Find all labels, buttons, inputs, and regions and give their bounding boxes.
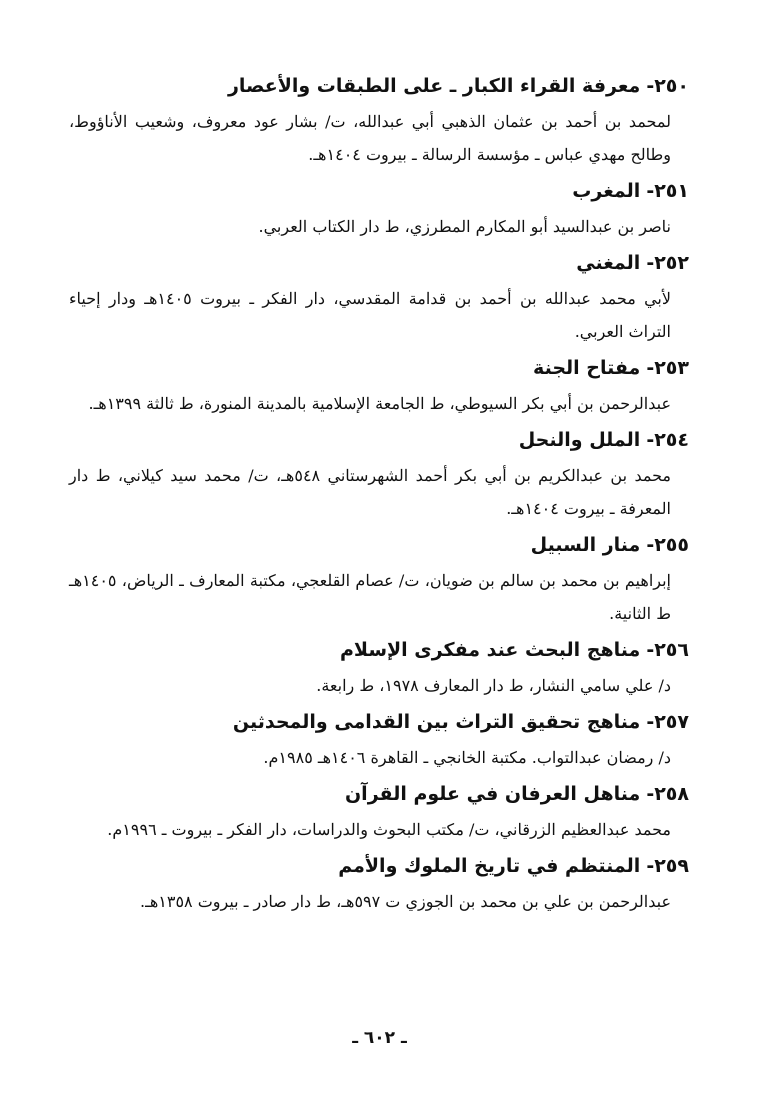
entry-number: ٢٥٢- <box>646 252 689 274</box>
entry-title <box>69 704 689 740</box>
entry-title <box>69 527 689 563</box>
entry-body: د/ علي سامي النشار، ط دار المعارف ١٩٧٨، ط رابعة. <box>316 676 671 695</box>
bibliography-entry <box>69 704 689 776</box>
bibliography-page <box>69 68 689 920</box>
entry-title-text: المغني <box>576 252 641 274</box>
entry-number: ٢٥٥- <box>646 534 689 556</box>
entry-title <box>69 422 689 458</box>
entry-body: إبراهيم بن محمد بن سالم بن ضويان، ت/ عصام القلعجي، مكتبة المعارف ـ الرياض، ١٤٠٥هـ ط الثانية. <box>69 571 671 623</box>
entry-title-text: معرفة القراء الكبار ـ على الطبقات والأعصار <box>227 75 641 97</box>
bibliography-entry <box>69 350 689 422</box>
entry-title-text: مناهج تحقيق التراث بين القدامى والمحدثين <box>232 711 641 733</box>
entry-title-text: الملل والنحل <box>518 429 641 451</box>
bibliography-entry <box>69 632 689 704</box>
entry-title-text: مفتاح الجنة <box>533 357 641 379</box>
entry-number: ٢٥٠- <box>646 75 689 97</box>
entry-title <box>69 776 689 812</box>
page-number: ـ ٦٠٢ ـ <box>352 1028 407 1048</box>
bibliography-entry <box>69 776 689 848</box>
bibliography-entry <box>69 422 689 527</box>
bibliography-entry <box>69 173 689 245</box>
entry-body: محمد عبدالعظيم الزرقاني، ت/ مكتب البحوث والدراسات، دار الفكر ـ بيروت ـ ١٩٩٦م. <box>107 820 671 839</box>
entry-title-text: المغرب <box>572 180 641 202</box>
entry-number: ٢٥٦- <box>646 639 689 661</box>
entry-number: ٢٥١- <box>646 180 689 202</box>
entry-title <box>69 848 689 884</box>
entry-number: ٢٥٧- <box>646 711 689 733</box>
entry-body: لأبي محمد عبدالله بن أحمد بن قدامة المقدسي، دار الفكر ـ بيروت ١٤٠٥هـ ودار إحياء التراث العربي. <box>69 289 672 341</box>
entry-number: ٢٥٤- <box>646 429 689 451</box>
bibliography-entry <box>69 245 689 350</box>
entry-body: محمد بن عبدالكريم بن أبي بكر أحمد الشهرستاني ٥٤٨هـ، ت/ محمد سيد كيلاني، ط دار المعرفة ـ بيروت ١٤٠٤هـ. <box>69 466 671 518</box>
bibliography-entry <box>69 848 689 920</box>
entry-number: ٢٥٣- <box>646 357 689 379</box>
entry-number: ٢٥٩- <box>646 855 689 877</box>
bibliography-entry <box>69 527 689 632</box>
entry-title-text: مناهل العرفان في علوم القرآن <box>344 783 641 805</box>
entry-title <box>69 245 689 281</box>
entry-title <box>69 173 689 209</box>
entry-number: ٢٥٨- <box>646 783 689 805</box>
entry-title <box>69 632 689 668</box>
entry-body: د/ رمضان عبدالتواب. مكتبة الخانجي ـ القاهرة ١٤٠٦هـ ١٩٨٥م. <box>263 748 671 767</box>
entry-body: عبدالرحمن بن أبي بكر السيوطي، ط الجامعة الإسلامية بالمدينة المنورة، ط ثالثة ١٣٩٩هـ. <box>88 394 671 413</box>
entry-body: عبدالرحمن بن علي بن محمد بن الجوزي ت ٥٩٧هـ، ط دار صادر ـ بيروت ١٣٥٨هـ. <box>140 892 671 911</box>
entry-title-text: مناهج البحث عند مفكرى الإسلام <box>339 639 641 661</box>
bibliography-entry <box>69 68 689 173</box>
entry-body: لمحمد بن أحمد بن عثمان الذهبي أبي عبدالله، ت/ بشار عود معروف، وشعيب الأناؤوط، وطالح مهدي عباس ـ مؤسسة الرسالة ـ بيروت ١٤٠٤هـ. <box>69 112 671 164</box>
entry-body: ناصر بن عبدالسيد أبو المكارم المطرزي، ط دار الكتاب العربي. <box>258 217 671 236</box>
entry-title-text: المنتظم في تاريخ الملوك والأمم <box>338 855 641 877</box>
entry-title <box>69 68 689 104</box>
entry-title <box>69 350 689 386</box>
entry-title-text: منار السبيل <box>530 534 641 556</box>
